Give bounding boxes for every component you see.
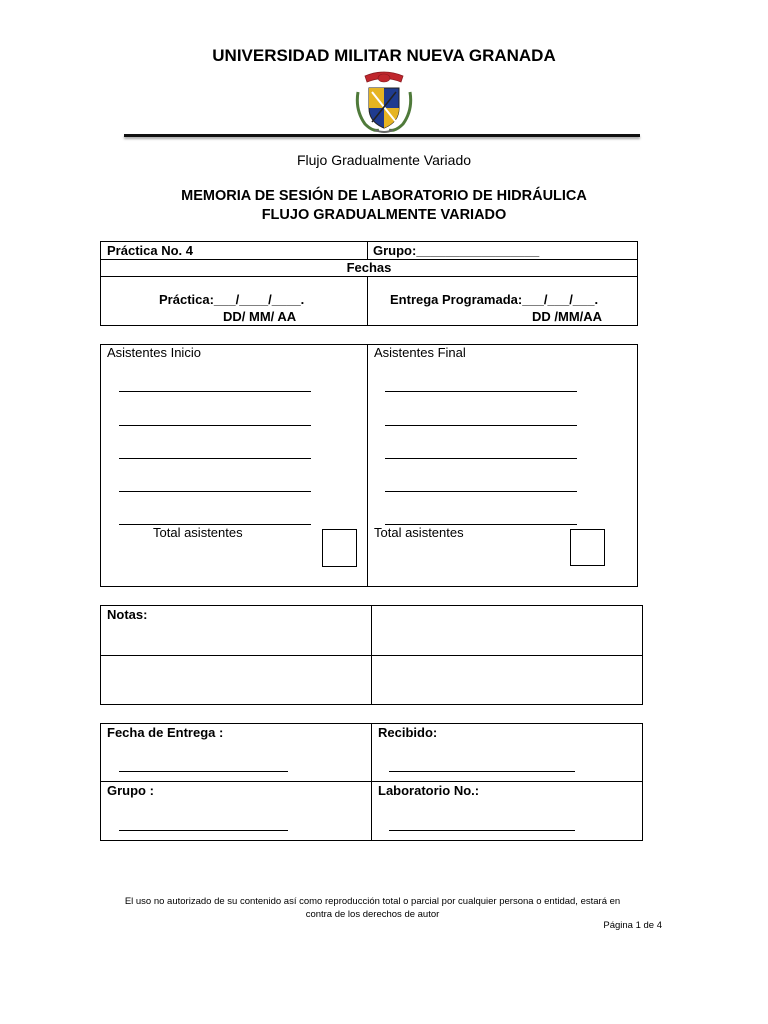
attendee-end-line[interactable] — [385, 458, 577, 459]
total-attendees-end-label: Total asistentes — [374, 525, 464, 540]
attendee-start-line[interactable] — [119, 491, 311, 492]
university-crest-icon — [355, 70, 413, 136]
attendees-table — [100, 344, 638, 587]
attendees-end-label: Asistentes Final — [374, 345, 466, 360]
delivery-date-field[interactable]: Entrega Programada:___/___/___. — [390, 292, 599, 307]
document-subtitle: Flujo Gradualmente Variado — [296, 152, 472, 168]
attendee-start-line[interactable] — [119, 458, 311, 459]
notes-label: Notas: — [107, 607, 148, 622]
header-divider — [124, 134, 640, 137]
received-line[interactable] — [389, 771, 575, 772]
attendee-end-line[interactable] — [385, 391, 577, 392]
total-attendees-end-box[interactable] — [570, 529, 605, 566]
practice-number: Práctica No. 4 — [107, 243, 193, 258]
delivery-date-label: Fecha de Entrega : — [107, 725, 224, 740]
copyright-notice-line1: El uso no autorizado de su contenido así como reproducción total o parcial por cualquier persona o entidad, estará en — [124, 896, 621, 907]
group-line[interactable] — [119, 830, 288, 831]
memo-title-line2: FLUJO GRADUALMENTE VARIADO — [261, 207, 507, 223]
university-title: UNIVERSIDAD MILITAR NUEVA GRANADA — [212, 46, 556, 65]
laboratory-number-line[interactable] — [389, 830, 575, 831]
practice-date-format: DD/ MM/ AA — [223, 309, 297, 324]
attendee-end-line[interactable] — [385, 425, 577, 426]
copyright-notice — [100, 895, 645, 921]
received-label: Recibido: — [378, 725, 438, 740]
attendee-start-line[interactable] — [119, 391, 311, 392]
practice-info-table — [100, 241, 638, 326]
attendees-start-label: Asistentes Inicio — [107, 345, 201, 360]
group-label: Grupo : — [107, 783, 154, 798]
notes-cell[interactable] — [373, 606, 641, 654]
total-attendees-start-label: Total asistentes — [153, 525, 243, 540]
memo-title-line1: MEMORIA DE SESIÓN DE LABORATORIO DE HIDRÁULICA — [181, 188, 587, 204]
notes-table — [100, 605, 643, 705]
notes-cell[interactable] — [101, 656, 369, 704]
copyright-notice-line2: contra de los derechos de autor — [305, 909, 440, 920]
delivery-date-line[interactable] — [119, 771, 288, 772]
notes-cell[interactable] — [101, 623, 369, 653]
total-attendees-start-box[interactable] — [322, 529, 357, 567]
group-field[interactable]: Grupo:_________________ — [373, 243, 540, 258]
memo-title — [0, 187, 768, 225]
dates-heading: Fechas — [346, 260, 392, 275]
delivery-date-format: DD /MM/AA — [532, 309, 603, 324]
delivery-table — [100, 723, 643, 841]
practice-date-field[interactable]: Práctica:___/____/____. — [159, 292, 305, 307]
attendee-end-line[interactable] — [385, 491, 577, 492]
notes-cell[interactable] — [373, 656, 641, 704]
attendee-start-line[interactable] — [119, 425, 311, 426]
laboratory-number-label: Laboratorio No.: — [378, 783, 480, 798]
page-number: Página 1 de 4 — [603, 920, 662, 931]
